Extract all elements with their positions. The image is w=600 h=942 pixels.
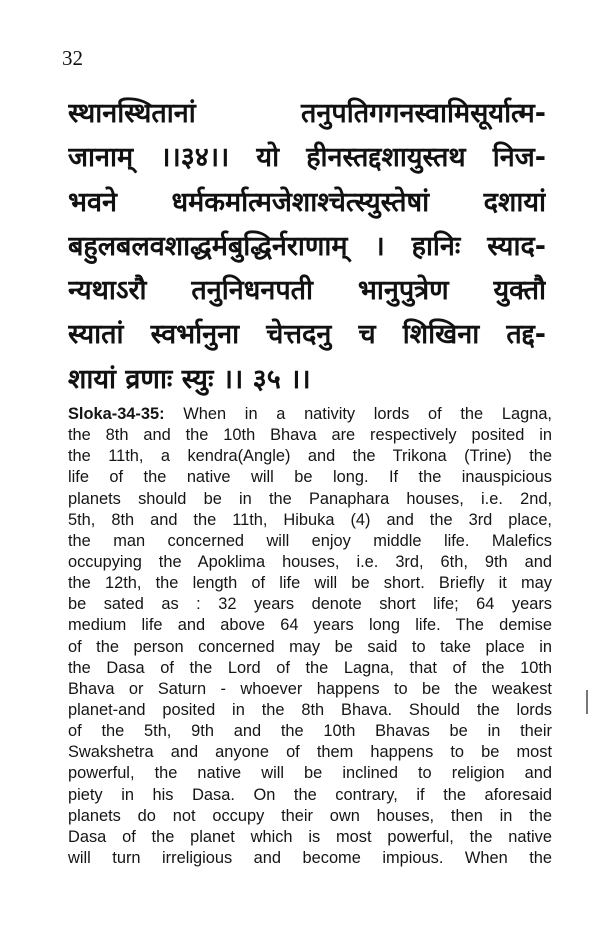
sanskrit-line: न्यथाऽरौ तनुनिधनपती भानुपुत्रेण युक्तौ [68,275,546,307]
translation-line: occupying the Apoklima houses, i.e. 3rd, 6th, 9th and [68,552,552,571]
sloka-label: Sloka-34-35: [68,405,165,423]
translation-line: Bhava or Saturn - whoever happens to be the weakest [68,679,552,698]
translation-line: of the person concerned may be said to take place in [68,637,552,656]
translation-line: of the 5th, 9th and the 10th Bhavas be in their [68,722,552,741]
translation-line: the Dasa of the Lord of the Lagna, that of the 10th [68,658,552,677]
translation-line: the 11th, a kendra(Angle) and the Trikona (Trine) the [68,447,552,466]
sanskrit-line: भवने धर्मकर्मात्मजेशाश्चेत्स्युस्तेषां दशायां [68,186,546,218]
translation-line: medium life and above 64 years long life. The demise [68,616,552,635]
translation-first-line-text: When in a nativity lords of the Lagna, [183,405,552,423]
translation-paragraph [68,404,552,869]
sanskrit-line: जानाम् ।।३४।। यो हीनस्तद्दशायुस्तथ निज- [68,142,546,174]
translation-line: powerful, the native will be inclined to religion and [68,764,552,783]
sanskrit-line: बहुलबलवशाद्धर्मबुद्धिर्नराणाम् । हानिः स्याद- [68,230,546,262]
translation-line [68,404,552,425]
page-number: 32 [62,46,83,70]
translation-line: the man concerned will enjoy middle life. Malefics [68,531,552,550]
translation-line: life of the native will be long. If the inauspicious [68,468,552,487]
sanskrit-verse [68,92,546,402]
translation-line: Swakshetra and anyone of them happens to be most [68,743,552,762]
sanskrit-line: स्यातां स्वर्भानुना चेत्तदनु च शिखिना तद्द- [68,319,546,351]
translation-line: planet-and posited in the 8th Bhava. Should the lords [68,700,552,719]
sanskrit-line: शायां व्रणाः स्युः ।। ३५ ।। [68,363,311,395]
translation-line: planets should be in the Panaphara houses, i.e. 2nd, [68,489,552,508]
sanskrit-line: स्थानस्थितानां तनुपतिगगनस्वामिसूर्यात्म- [68,98,546,129]
translation-line: the 8th and the 10th Bhava are respectively posited in [68,426,552,445]
translation-line: be sated as : 32 years denote short life; 64 years [68,595,552,614]
translation-line: 5th, 8th and the 11th, Hibuka (4) and the 3rd place, [68,510,552,529]
translation-line: will turn irreligious and become impious. When the [68,848,552,867]
scan-mark [586,690,588,714]
translation-line: the 12th, the length of life will be short. Briefly it may [68,574,552,593]
translation-line: planets do not occupy their own houses, then in the [68,806,552,825]
translation-line: piety in his Dasa. On the contrary, if the aforesaid [68,785,552,804]
translation-line: Dasa of the planet which is most powerful, the native [68,827,552,846]
